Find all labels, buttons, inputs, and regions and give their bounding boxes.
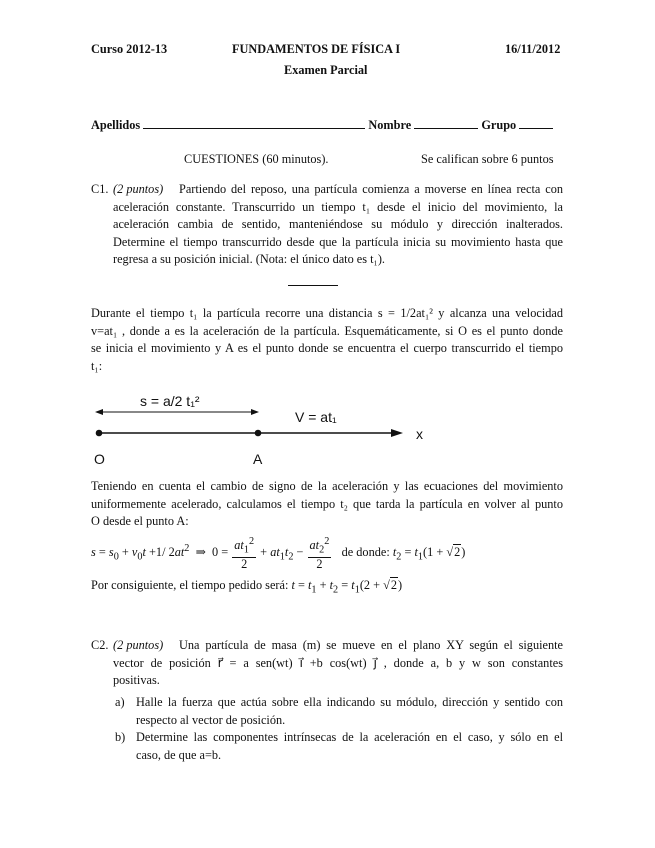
solution-line: Durante el tiempo t₁ la partícula recorre una distancia s = 1/2at₁² y alcanza una velocidad [91,306,563,320]
velocity-label: V = at₁ [295,409,337,425]
point-o [96,430,103,437]
group-label: Grupo [481,118,517,132]
subject-title: FUNDAMENTOS DE FÍSICA I [232,42,401,56]
distance-arrow-right-head [251,409,259,415]
surname-blank[interactable] [143,116,365,129]
item-line: caso, de que a=b. [136,747,222,762]
solution-line: O desde el punto A: [91,514,189,528]
item-a-text [136,694,563,729]
where-label: de donde: [341,545,390,560]
c2-line: vector de posición r⃗ = a sen(wt) i⃗ +b cos(wt) j⃗ , donde a, b y w son constantes [113,655,563,670]
solution-paragraph-1 [91,305,563,375]
c1-line: aceleración constante. Transcurrido un tiempo t₁ desde el inicio del movimiento, la [113,199,563,214]
c2-statement [113,637,563,690]
exam-date: 16/11/2012 [505,42,561,56]
x-axis-arrowhead [391,429,403,437]
solution-line: uniformemente acelerado, calculamos el tiempo t₂ que tarda la partícula en volver al punto [91,496,563,511]
name-label: Nombre [368,118,412,132]
c1-line: Determine el tiempo transcurrido desde que la partícula inicia su movimiento hasta que [113,234,563,249]
conclusion-line: Por consiguiente, el tiempo pedido será: $t = t_1 + t_2 = t_1(2 + √2)$ [91,578,403,596]
equation-line: $s = s_0 + v_0t +1/$ $2at^2$ ⇒ 0 = $\frac{at_1^2}{2}$ + $at_1t_2$ − $\frac{at_2^2}{2}$ de donde: $t_2 = t_1(1 + √2)$ [91,536,466,572]
separator-rule [288,285,338,286]
c2-line: positivas. [113,673,160,687]
solution-paragraph-2 [91,478,563,531]
item-b-marker: b) [115,730,126,744]
distance-arrow-left-head [95,409,103,415]
point-a-label: A [253,451,263,467]
c2-line: Una partícula de masa (m) se mueve en el plano XY según el siguiente [179,638,563,652]
name-blank[interactable] [414,116,478,129]
c2-number: C2. [91,638,109,652]
group-blank[interactable] [519,116,553,129]
item-line: Determine las componentes intrínsecas de la aceleración en el caso, y sólo en el [136,730,563,744]
origin-label: O [94,451,105,467]
item-a-marker: a) [115,695,125,709]
exam-type: Examen Parcial [284,63,368,77]
conclusion-text: Por consiguiente, el tiempo pedido será: [91,578,289,592]
section-title: CUESTIONES (60 minutos). [184,152,329,166]
c1-number: C1. [91,182,109,196]
c1-line: regresa a su posición inicial. (Nota: el único dato es t₁). [113,252,386,266]
item-line: respecto al vector de posición. [136,712,286,727]
item-line: Halle la fuerza que actúa sobre ella indicando su módulo, dirección y sentido con [136,695,563,709]
distance-label: s = a/2 t₁² [140,393,200,409]
item-b-text [136,729,563,764]
section-scoring: Se califican sobre 6 puntos [421,152,554,166]
solution-line: t₁: [91,358,103,373]
surname-label: Apellidos [91,118,141,132]
x-axis-label: x [416,426,423,442]
c1-line: Partiendo del reposo, una partícula comienza a moverse en línea recta con [179,182,563,196]
c1-line: aceleración cambia de sentido, manteniéndose su módulo y dirección inalterados. [113,217,563,231]
student-line [91,116,553,135]
solution-line: se inicia el movimiento y A es el punto donde se encuentra el cuerpo transcurrido el tiempo [91,341,563,355]
solution-line: Teniendo en cuenta el cambio de signo de la aceleración y las ecuaciones del movimiento [91,479,563,493]
c1-statement [113,181,563,269]
solution-line: v=at₁ , donde a es la aceleración de la partícula. Esquemáticamente, si O es el punto donde [91,323,563,338]
c2-points: (2 puntos) [113,638,164,652]
point-a [255,430,262,437]
course-label: Curso 2012-13 [91,42,168,56]
c1-points: (2 puntos) [113,182,164,196]
